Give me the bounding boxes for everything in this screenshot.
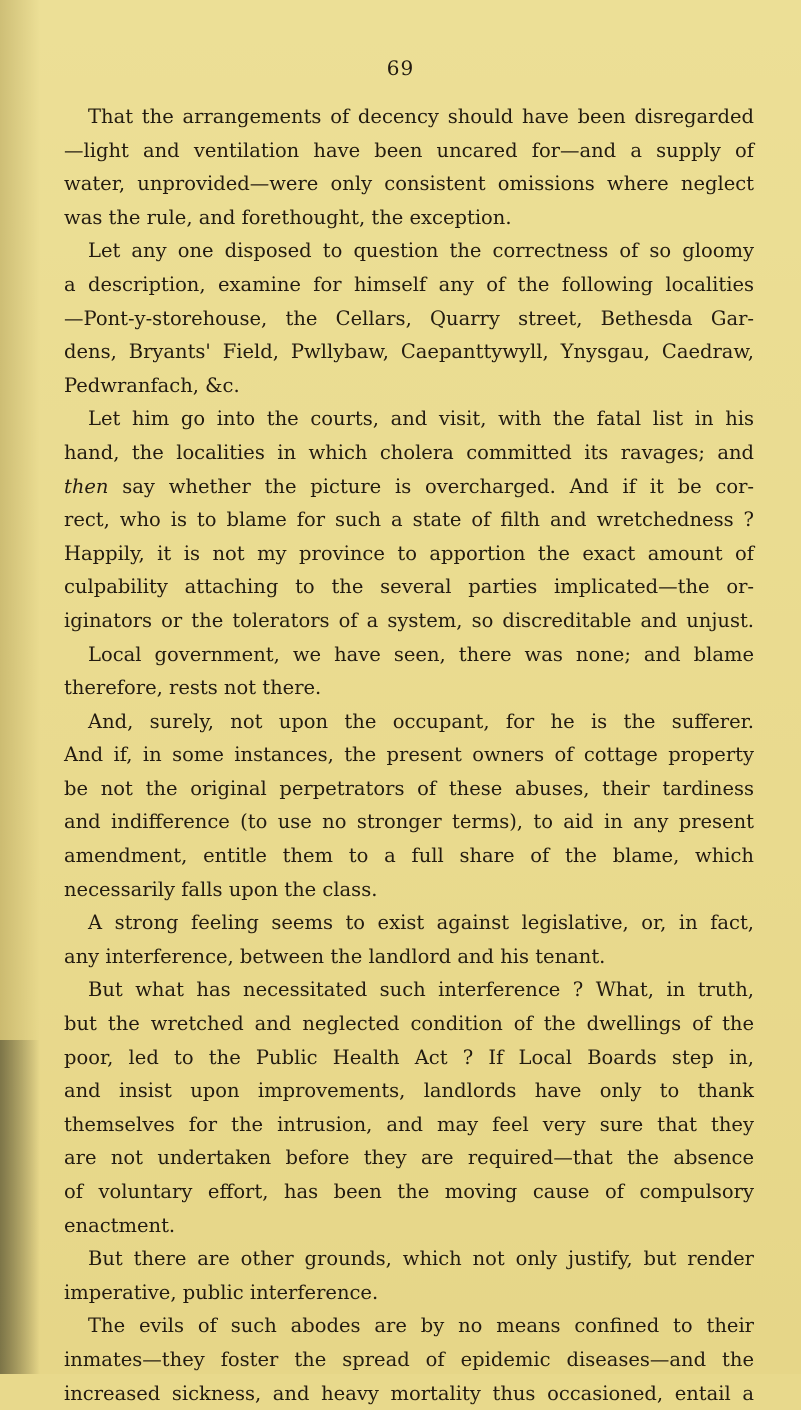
text-line: —light and ventilation have been uncared for—and a supply of — [64, 138, 754, 162]
text-line: rect, who is to blame for such a state of filth and wretchedness ? — [64, 508, 754, 532]
text-line: But there are other grounds, which not only justify, but render — [88, 1247, 754, 1271]
text-line: And if, in some instances, the present owners of cottage property — [64, 743, 754, 767]
text-line: A strong feeling seems to exist against legislative, or, in fact, — [88, 911, 754, 935]
text-line: inmates—they foster the spread of epidemic diseases—and the — [64, 1347, 754, 1371]
body-text — [64, 100, 754, 1410]
text-line: enactment. — [64, 1213, 176, 1237]
text-line: then say whether the picture is overcharged. And if it be cor- — [64, 474, 754, 498]
text-line: are not undertaken before they are required—that the absence — [64, 1146, 754, 1170]
text-line: any interference, between the landlord and his tenant. — [64, 944, 606, 968]
text-line: iginators or the tolerators of a system, so discreditable and unjust. — [64, 608, 754, 632]
page-edge-shadow — [0, 1040, 40, 1374]
text-line: and indifference (to use no stronger terms), to aid in any present — [64, 810, 754, 834]
text-line: Local government, we have seen, there was none; and blame — [88, 642, 754, 666]
text-line: be not the original perpetrators of these abuses, their tardiness — [64, 776, 754, 800]
text-line: Pedwranfach, &c. — [64, 373, 240, 397]
text-line: The evils of such abodes are by no means confined to their — [88, 1314, 754, 1338]
text-line: —Pont-y-storehouse, the Cellars, Quarry street, Bethesda Gar- — [64, 306, 754, 330]
text-line: poor, led to the Public Health Act ? If Local Boards step in, — [64, 1045, 754, 1069]
text-line: hand, the localities in which cholera committed its ravages; and — [64, 440, 754, 464]
text-line: increased sickness, and heavy mortality thus occasioned, entail a — [64, 1381, 754, 1405]
text-line: Happily, it is not my province to apportion the exact amount of — [64, 541, 754, 565]
text-line: a description, examine for himself any of the following localities — [64, 272, 754, 296]
text-line: and insist upon improvements, landlords have only to thank — [64, 1079, 754, 1103]
text-line: culpability attaching to the several parties implicated—the or- — [64, 575, 754, 599]
text-line: of voluntary effort, has been the moving cause of compulsory — [64, 1180, 754, 1203]
text-line: Let him go into the courts, and visit, with the fatal list in his — [88, 407, 754, 431]
text-line: Let any one disposed to question the correctness of so gloomy — [88, 239, 754, 263]
text-line: necessarily falls upon the class. — [64, 877, 378, 901]
text-line: themselves for the intrusion, and may feel very sure that they — [64, 1112, 754, 1136]
text-line: imperative, public interference. — [64, 1280, 379, 1304]
text-line: dens, Bryants' Field, Pwllybaw, Caepanttywyll, Ynysgau, Caedraw, — [64, 340, 754, 364]
text-line: water, unprovided—were only consistent omissions where neglect — [64, 172, 754, 196]
text-line: That the arrangements of decency should have been disregarded — [88, 105, 754, 128]
text-line: And, surely, not upon the occupant, for he is the sufferer. — [88, 709, 754, 733]
text-line: But what has necessitated such interference ? What, in truth, — [88, 978, 754, 1002]
text-line: amendment, entitle them to a full share of the blame, which — [64, 844, 754, 868]
text-line: therefore, rests not there. — [64, 676, 322, 700]
text-line: but the wretched and neglected condition of the dwellings of the — [64, 1012, 754, 1036]
text-line: was the rule, and forethought, the exception. — [64, 205, 512, 229]
page-number: 69 — [386, 56, 415, 80]
emphasis: then — [64, 474, 109, 498]
